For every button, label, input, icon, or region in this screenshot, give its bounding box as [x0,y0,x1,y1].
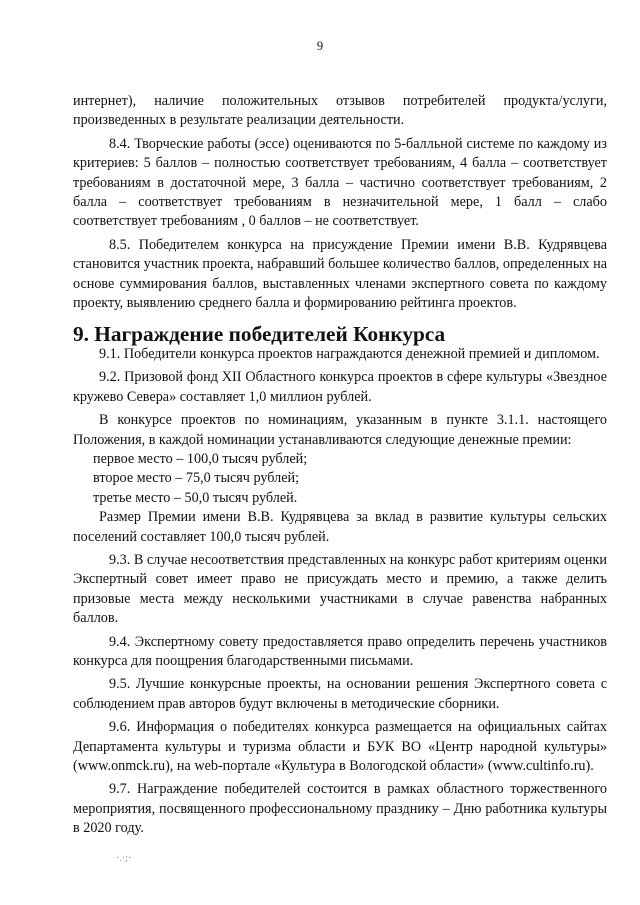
paragraph-9-6: 9.6. Информация о победителях конкурса размещается на официальных сайтах Департамента культуры и туризма области и БУК ВО «Центр народной культуры» (www.onmck.ru), на web-портале «Культура в Вологодской области» (www.cultinfo.ru). [73,719,607,774]
paragraph-8-5: 8.5. Победителем конкурса на присуждение Премии имени В.В. Кудрявцева становится участник проекта, набравший большее количество баллов, определенных на основе суммирования баллов, выставленных членами экспертного совета по каждому проекту, выявлению среднего балла и формированию рейтинга проектов. [73,236,607,312]
paragraph-9-3: 9.3. В случае несоответствия представленных на конкурс работ критериям оценки Экспертный совет имеет право не присуждать место и премию, а также делить призовые места между несколькими участниками в случае равенства набранных баллов. [73,551,607,627]
paragraph-9-5: 9.5. Лучшие конкурсные проекты, на основании решения Экспертного совета с соблюдением прав авторов будут включены в методические сборники. [73,676,607,712]
section-heading: 9. Награждение победителей Конкурса [73,322,446,347]
paragraph-8-4: 8.4. Творческие работы (эссе) оцениваются по 5-балльной системе по каждому из критериев: 5 баллов – полностью соответствует требованиям, 4 балла – соответствует требованиям в достаточной мере, 3 балла – частично соответствует требованиям, 2 балла – соответствует требованиям в незначительной мере, 1 балл – слабо соответствует требованиям , 0 баллов – не соответствует. [73,135,607,230]
paragraph-9-1: 9.1. Победители конкурса проектов награждаются денежной премией и дипломом. [99,345,600,362]
paragraph-kudryavtsev-prize: Размер Премии имени В.В. Кудрявцева за вклад в развитие культуры сельских поселений составляет 100,0 тысяч рублей. [73,509,607,545]
page-number: 9 [316,39,324,53]
scan-artifact-mark: ·.·;· [116,853,132,864]
paragraph-9-4: 9.4. Экспертному совету предоставляется право определить перечень участников конкурса для поощрения благодарственными письмами. [73,633,607,669]
prize-third-place: третье место – 50,0 тысяч рублей. [93,489,298,506]
paragraph-nominations: В конкурсе проектов по номинациям, указанным в пункте 3.1.1. настоящего Положения, в каждой номинации устанавливаются следующие денежные премии: [73,412,607,448]
paragraph-9-7: 9.7. Награждение победителей состоится в рамках областного торжественного мероприятия, посвященного профессиональному празднику – Дню работника культуры в 2020 году. [73,781,607,837]
page-body [73,92,607,839]
prize-first-place: первое место – 100,0 тысяч рублей; [93,450,308,467]
paragraph-9-2: 9.2. Призовой фонд XII Областного конкурса проектов в сфере культуры «Звездное кружево Севера» составляет 1,0 миллион рублей. [73,369,607,405]
prize-second-place: второе место – 75,0 тысяч рублей; [93,470,300,487]
paragraph-continuation: интернет), наличие положительных отзывов потребителей продукта/услуги, произведенных в результате реализации деятельности. [73,93,607,129]
